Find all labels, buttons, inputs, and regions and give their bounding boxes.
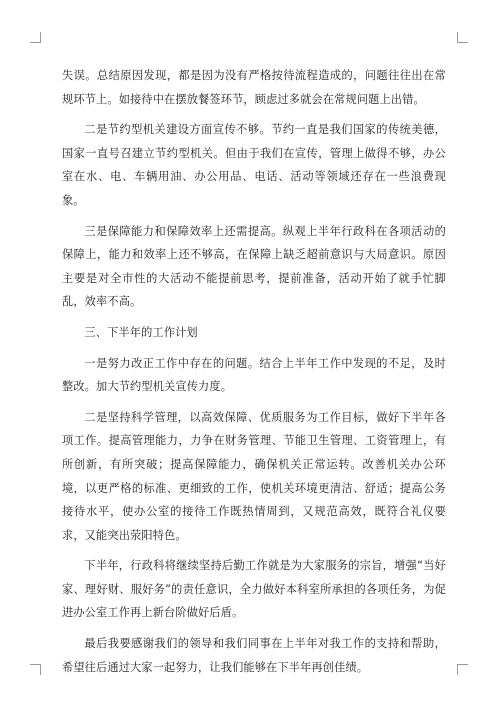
crop-mark-top-left [30, 32, 41, 43]
crop-mark-bottom-right [457, 664, 468, 675]
crop-mark-top-right [457, 32, 468, 43]
paragraph-support-capability: 三是保障能力和保障效率上还需提高。纵观上半年行政科在各项活动的保障上，能力和效率上还不够高，在保障上缺乏超前意识与大局意识。原因主要是对全市性的大活动不能提前思考，提前准备，活动开始了就手忙脚乱，效率不高。 [62, 224, 446, 309]
paragraph-service-purpose: 下半年，行政科将继续坚持后勤工作就是为大家服务的宗旨，增强“当好家、理好财、服好务”的责任意识，全力做好本科室所承担的各项任务，为促进办公室工作再上新台阶做好后盾。 [62, 559, 446, 620]
document-body [62, 64, 446, 686]
crop-mark-bottom-left [30, 664, 41, 675]
paragraph-closing-thanks: 最后我要感谢我们的领导和我们同事在上半年对我工作的支持和帮助，希望往后通过大家一起努力，让我们能够在下半年再创佳绩。 [62, 637, 446, 674]
paragraph-correct-problems: 一是努力改正工作中存在的问题。结合上半年工作中发现的不足，及时整改。加大节约型机关宣传力度。 [62, 356, 446, 394]
paragraph-scientific-management: 二是坚持科学管理，以高效保障、优质服务为工作目标，做好下半年各项工作。提高管理能力，力争在财务管理、节能卫生管理、工资管理上，有所创新，有所突破；提高保障能力，确保机关正常运转。改善机关办公环境，以更严格的标准、更细致的工作，使机关环境更清洁、舒适；提高公务接待水平，使办公室的接待工作既热情周到，又规范高效，既符合礼仪要求，又能突出荥阳特色。 [62, 410, 446, 542]
paragraph-continued-failure-cause: 失误。总结原因发现，都是因为没有严格按待流程造成的，问题往往出在常规环节上。如接待中在摆放餐签环节，顾虑过多就会在常规问题上出错。 [62, 69, 446, 106]
section-heading-second-half-plan: 三、下半年的工作计划 [84, 325, 198, 339]
paragraph-frugal-office-publicity: 二是节约型机关建设方面宣传不够。节约一直是我们国家的传统美德，国家一直号召建立节约型机关。但由于我们在宣传，管理上做得不够，办公室在水、电、车辆用油、办公用品、电话、活动等领域还存在一些浪费现象。 [62, 123, 446, 207]
